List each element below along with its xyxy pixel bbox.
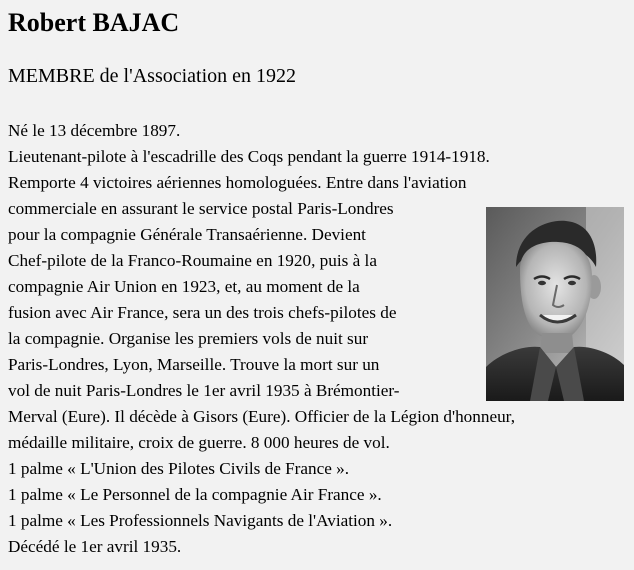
bio-line: Lieutenant-pilote à l'escadrille des Coqs pendant la guerre 1914-1918. — [8, 147, 490, 166]
bio-line: Merval (Eure). Il décède à Gisors (Eure). Officier de la Légion d'honneur, — [8, 407, 515, 426]
bio-line: Remporte 4 victoires aériennes homologuées. Entre dans l'aviation — [8, 173, 467, 192]
bio-line: médaille militaire, croix de guerre. 8 000 heures de vol. — [8, 433, 390, 452]
bio-line: Chef-pilote de la Franco-Roumaine en 1920, puis à la — [8, 251, 377, 270]
portrait-photo — [486, 207, 624, 401]
bio-line: vol de nuit Paris-Londres le 1er avril 1935 à Brémontier- — [8, 381, 400, 400]
bio-line: 1 palme « Les Professionnels Navigants de l'Aviation ». — [8, 511, 393, 530]
bio-line: fusion avec Air France, sera un des trois chefs-pilotes de — [8, 303, 397, 322]
bio-line: Paris-Londres, Lyon, Marseille. Trouve la mort sur un — [8, 355, 380, 374]
person-name: Robert BAJAC — [8, 8, 180, 37]
membership-subtitle: MEMBRE de l'Association en 1922 — [8, 65, 297, 87]
bio-line: commerciale en assurant le service postal Paris-Londres — [8, 199, 394, 218]
bio-line: pour la compagnie Générale Transaérienne. Devient — [8, 225, 366, 244]
portrait-photo-icon — [486, 207, 624, 401]
bio-line: 1 palme « Le Personnel de la compagnie Air France ». — [8, 485, 382, 504]
bio-line: la compagnie. Organise les premiers vols de nuit sur — [8, 329, 369, 348]
bio-line: Décédé le 1er avril 1935. — [8, 537, 182, 556]
bio-line: 1 palme « L'Union des Pilotes Civils de France ». — [8, 459, 350, 478]
bio-line: compagnie Air Union en 1923, et, au moment de la — [8, 277, 360, 296]
bio-line: Né le 13 décembre 1897. — [8, 121, 181, 140]
